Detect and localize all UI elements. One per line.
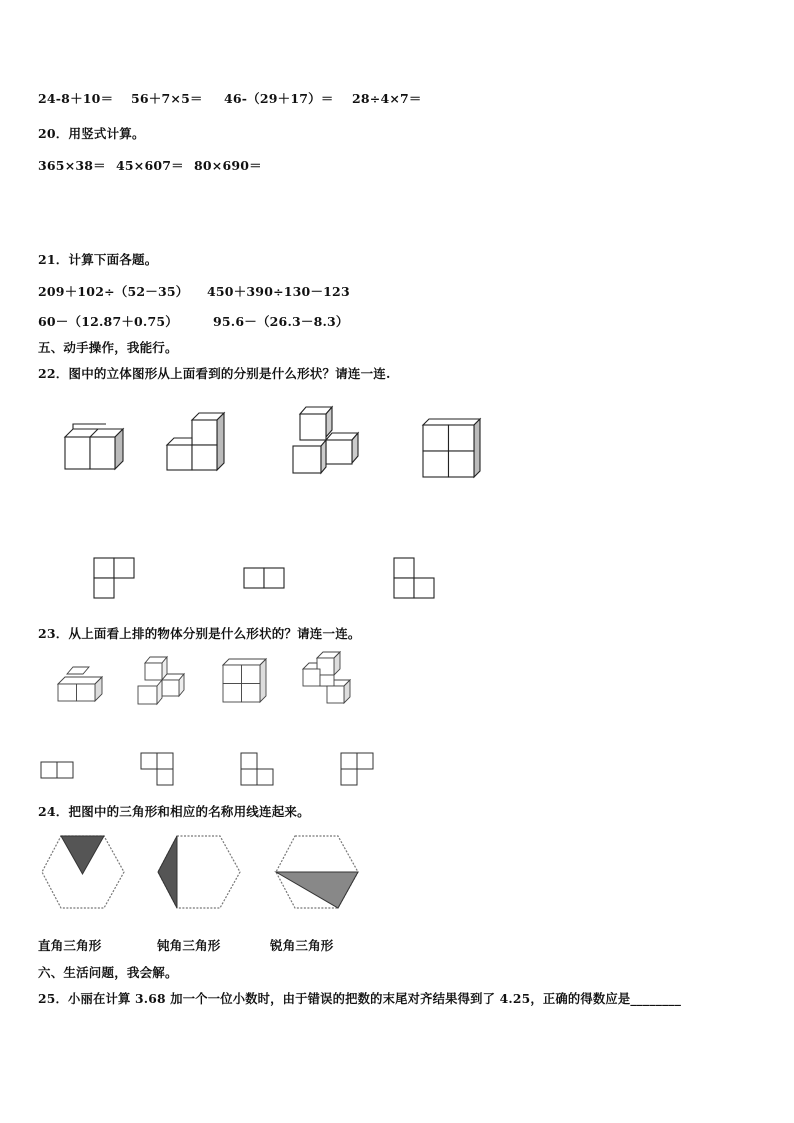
q21-expr-1: 209＋102÷（52－35）: [38, 284, 189, 299]
q21-expr-4: 95.6－（26.3－8.3）: [213, 314, 349, 329]
q23-view-two-squares: [40, 761, 76, 781]
oral-calc-3: 46-（29＋17）＝: [224, 91, 334, 106]
q22-title: 22．图中的立体图形从上面看到的分别是什么形状？请连一连.: [38, 366, 391, 381]
section-5-heading: 五、动手操作，我能行。: [38, 340, 178, 355]
q20-item-3: 80×690＝: [194, 158, 262, 173]
q24-label-obtuse-triangle: 钝角三角形: [157, 938, 221, 953]
section-6-heading: 六、生活问题，我会解。: [38, 965, 178, 980]
q23-view-reverse-L: [240, 752, 276, 788]
oral-calc-4: 28÷4×7＝: [352, 91, 422, 106]
q24-hexagon-3: [274, 834, 360, 910]
q21-expr-3: 60－（12.87＋0.75）: [38, 314, 178, 329]
q24-label-acute-triangle: 锐角三角形: [270, 938, 334, 953]
q25-text: 25．小丽在计算 3.68 加一个一位小数时，由于错误的把数的末尾对齐结果得到了 4.25，正确的得数应是________: [38, 991, 682, 1006]
q22-view-two-squares: [243, 567, 287, 591]
q22-view-L-shape: [93, 557, 137, 601]
q22-solid-3: [290, 404, 362, 476]
q20-title: 20．用竖式计算。: [38, 126, 145, 141]
q22-solid-4: [420, 416, 484, 480]
q23-title: 23．从上面看上排的物体分别是什么形状的？请连一连。: [38, 626, 361, 641]
q20-item-1: 365×38＝: [38, 158, 106, 173]
q24-label-right-triangle: 直角三角形: [38, 938, 102, 953]
q23-solid-1: [55, 664, 105, 704]
q22-view-reverse-L: [393, 557, 437, 601]
q23-view-mirror-L: [140, 752, 176, 788]
q24-hexagon-1: [40, 834, 126, 910]
q20-item-2: 45×607＝: [116, 158, 184, 173]
q23-solid-2: [135, 654, 187, 708]
q23-view-L-shape: [340, 752, 376, 788]
q23-solid-4: [300, 649, 356, 705]
q21-title: 21．计算下面各题。: [38, 252, 158, 267]
q21-expr-2: 450＋390÷130－123: [207, 284, 350, 299]
q22-solid-2: [164, 410, 230, 474]
q24-title: 24．把图中的三角形和相应的名称用线连起来。: [38, 804, 310, 819]
q22-solid-1: [62, 424, 128, 472]
oral-calc-1: 24-8＋10＝: [38, 91, 114, 106]
q24-hexagon-2: [156, 834, 242, 910]
q23-solid-3: [220, 656, 270, 706]
oral-calc-2: 56＋7×5＝: [131, 91, 203, 106]
